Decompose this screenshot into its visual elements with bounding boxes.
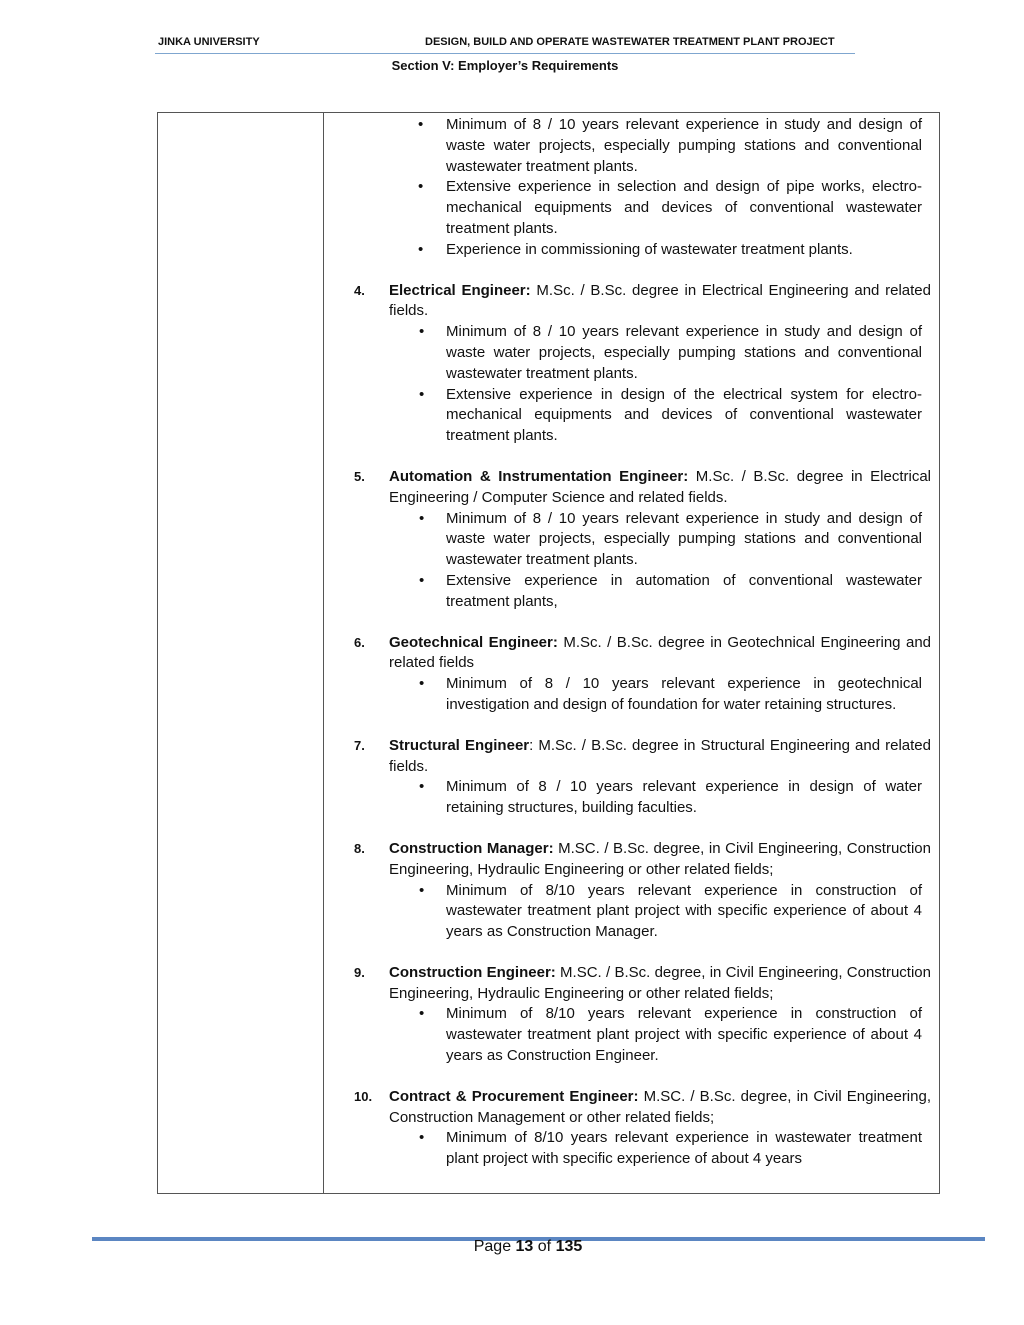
bullet-item: • Extensive experience in design of the electrical system for electro-mechanical equipments and devices of conventional wastewater treatment plants.	[389, 385, 931, 447]
item-description: M.Sc. / B.Sc. degree in Electrical Engineering and related fields.	[389, 281, 931, 320]
bullet-item: • Minimum of 8/10 years relevant experience in wastewater treatment plant project with specific experience of about 4 years	[389, 1128, 931, 1170]
item-description: M.SC. / B.Sc. degree, in Civil Engineering, Construction Management or other related fields;	[389, 1087, 931, 1126]
bullet-item: • Extensive experience in automation of conventional wastewater treatment plants,	[389, 571, 931, 613]
top-bullet-list	[324, 115, 931, 261]
item-heading	[389, 281, 931, 323]
page-label: Page	[473, 1238, 516, 1255]
item-bullet-list	[389, 1128, 931, 1170]
bullet-item: • Minimum of 8/10 years relevant experience in construction of wastewater treatment plant project with specific experience of about 4 years as Construction Manager.	[389, 881, 931, 943]
item-title: Construction Manager:	[389, 839, 554, 857]
list-item-contract-procurement-engineer	[324, 1087, 931, 1170]
list-item-structural-engineer	[324, 736, 931, 819]
item-title: Contract & Procurement Engineer:	[389, 1087, 639, 1105]
item-number: 8.	[354, 840, 365, 856]
item-number: 4.	[354, 282, 365, 298]
item-heading	[389, 839, 931, 881]
item-number: 10.	[354, 1088, 373, 1104]
item-number: 5.	[354, 468, 365, 484]
bullet-item: • Minimum of 8/10 years relevant experience in construction of wastewater treatment plant project with specific experience of about 4 years as Construction Engineer.	[389, 1004, 931, 1066]
item-description: : M.Sc. / B.Sc. degree in Structural Engineering and related fields.	[389, 736, 931, 775]
bullet-item: • Minimum of 8 / 10 years relevant experience in study and design of waste water projects, especially pumping stations and conventional wastewater treatment plants.	[324, 115, 931, 177]
list-item-construction-engineer	[324, 963, 931, 1067]
page-current: 13	[515, 1238, 534, 1255]
staff-requirements	[324, 115, 931, 1170]
item-title: Structural Engineer	[389, 736, 530, 754]
header-divider	[155, 53, 855, 54]
list-item-electrical-engineer	[324, 281, 931, 447]
item-bullet-list	[389, 674, 931, 716]
item-number: 7.	[354, 737, 365, 753]
table-left-column	[158, 113, 324, 1193]
item-bullet-list	[389, 777, 931, 819]
table-right-column	[324, 113, 939, 1193]
bullet-item: • Experience in commissioning of wastewater treatment plants.	[324, 240, 931, 261]
item-description: M.SC. / B.Sc. degree, in Civil Engineering, Construction Engineering, Hydraulic Engineering or other related fields;	[389, 963, 931, 1002]
item-heading	[389, 467, 931, 509]
item-bullet-list	[389, 322, 931, 447]
bullet-item: • Minimum of 8 / 10 years relevant experience in study and design of waste water projects, especially pumping stations and conventional wastewater treatment plants.	[389, 322, 931, 384]
item-heading	[389, 1087, 931, 1129]
item-description: M.Sc. / B.Sc. degree in Electrical Engineering / Computer Science and related fields.	[389, 467, 931, 506]
item-heading	[389, 736, 931, 778]
item-description: M.SC. / B.Sc. degree, in Civil Engineering, Construction Engineering, Hydraulic Engineering or other related fields;	[389, 839, 931, 878]
bullet-item: • Minimum of 8 / 10 years relevant experience in study and design of waste water projects, especially pumping stations and conventional wastewater treatment plants.	[389, 509, 931, 571]
header-institution: JINKA UNIVERSITY	[158, 36, 260, 48]
bullet-item: • Extensive experience in selection and design of pipe works, electro- mechanical equipments and devices of conventional wastewater treatment plants.	[324, 177, 931, 239]
bullet-item: • Minimum of 8 / 10 years relevant experience in design of water retaining structures, building faculties.	[389, 777, 931, 819]
section-title: Section V: Employer’s Requirements	[391, 58, 619, 73]
page-number	[0, 1238, 1024, 1256]
bullet-item: • Minimum of 8 / 10 years relevant experience in geotechnical investigation and design of foundation for water retaining structures.	[389, 674, 931, 716]
item-number: 6.	[354, 634, 365, 650]
list-item-geotechnical-engineer	[324, 633, 931, 716]
item-heading	[389, 633, 931, 675]
list-item-construction-manager	[324, 839, 931, 943]
header-project-title: DESIGN, BUILD AND OPERATE WASTEWATER TREATMENT PLANT PROJECT	[425, 36, 835, 48]
page-total: 135	[555, 1238, 583, 1255]
item-title: Electrical Engineer:	[389, 281, 531, 299]
item-title: Construction Engineer:	[389, 963, 556, 981]
item-title: Automation & Instrumentation Engineer:	[389, 467, 689, 485]
item-heading	[389, 963, 931, 1005]
requirements-table	[157, 112, 940, 1194]
item-bullet-list	[389, 509, 931, 613]
item-number: 9.	[354, 964, 365, 980]
item-bullet-list	[389, 881, 931, 943]
list-item-automation-engineer	[324, 467, 931, 613]
item-description: M.Sc. / B.Sc. degree in Geotechnical Engineering and related fields	[389, 633, 931, 672]
page-of-label: of	[533, 1238, 556, 1255]
item-bullet-list	[389, 1004, 931, 1066]
item-title: Geotechnical Engineer:	[389, 633, 558, 651]
